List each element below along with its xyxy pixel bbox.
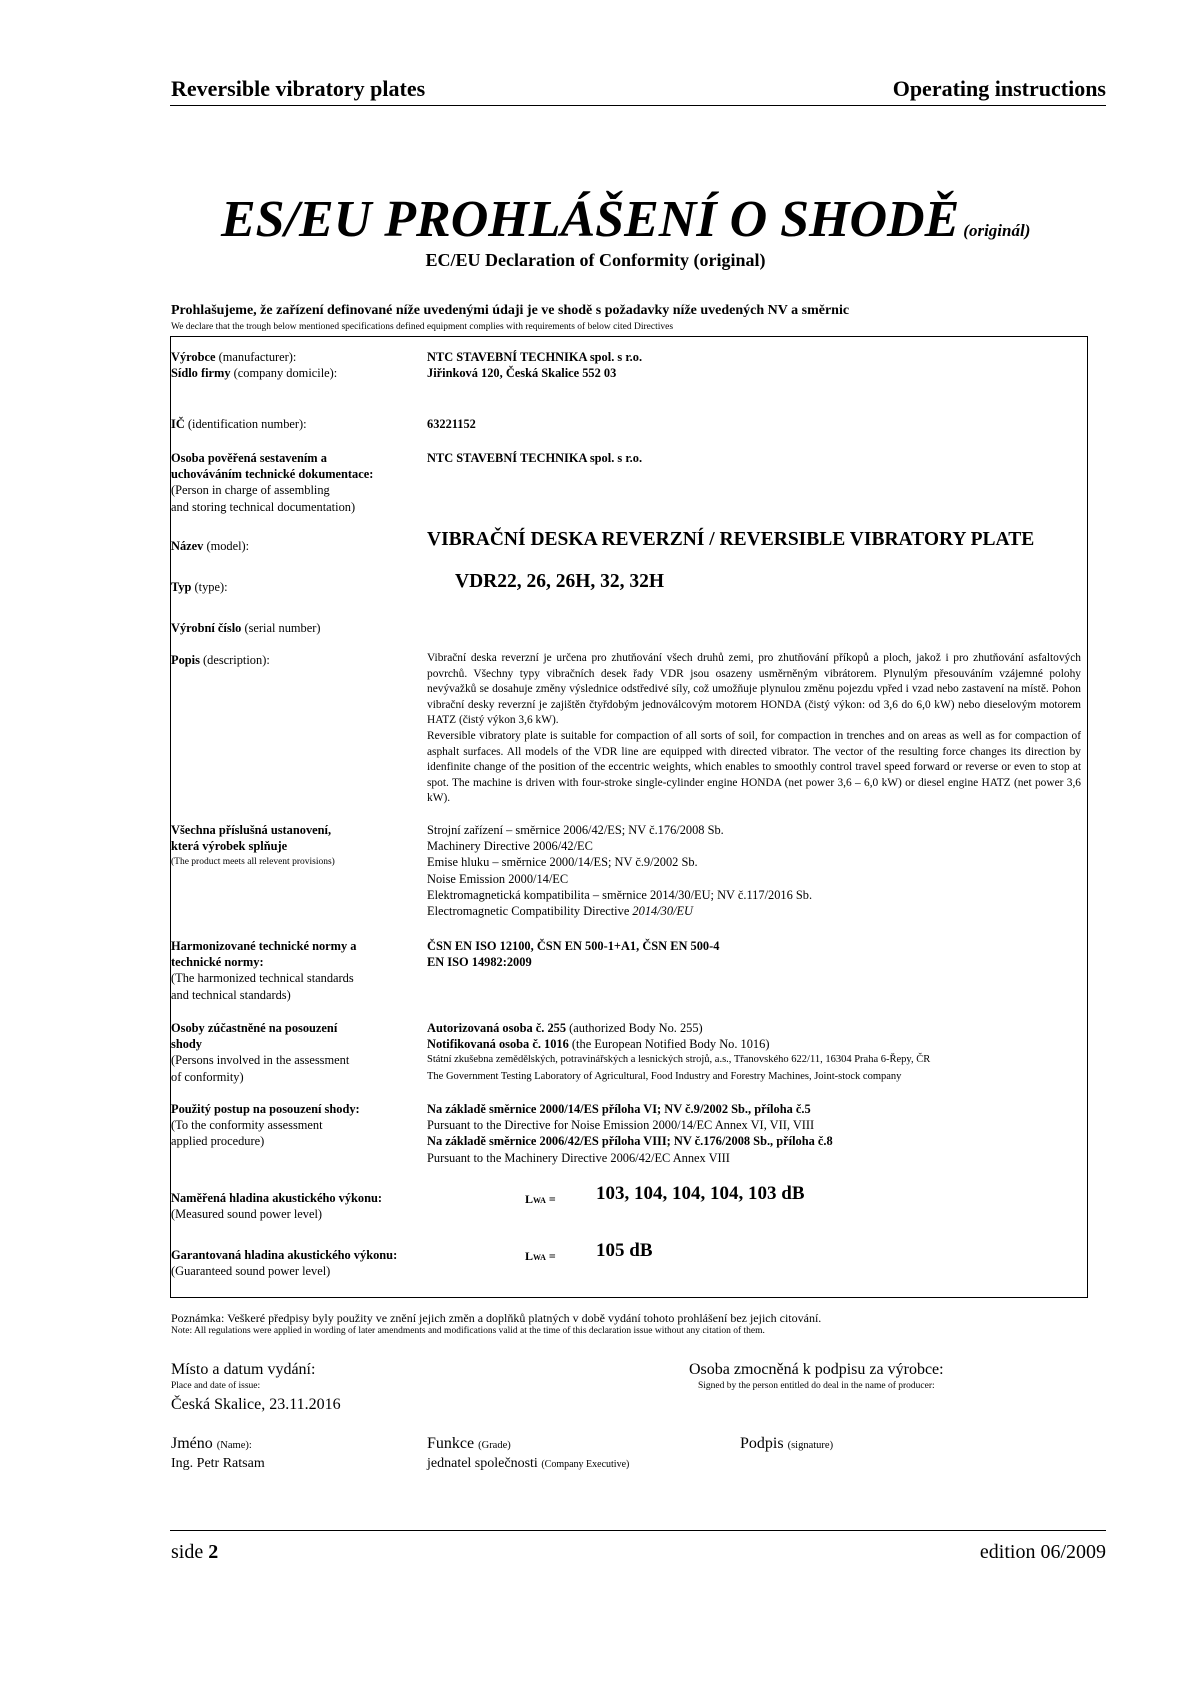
standards-label-line2: technické normy:	[171, 955, 264, 970]
provisions-value	[427, 822, 1081, 919]
bodies-line2	[427, 1036, 1081, 1052]
provisions-line1: Strojní zařízení – směrnice 2006/42/ES; NV č.176/2008 Sb.	[427, 823, 724, 837]
procedure-line4: Pursuant to the Machinery Directive 2006/42/EC Annex VIII	[427, 1150, 730, 1165]
domicile-value: Jiřinková 120, Česká Skalice 552 03	[427, 366, 617, 380]
guaranteed-symbol-sub: WA	[533, 1253, 546, 1262]
type-label-cz: Typ	[171, 580, 192, 594]
bodies-label	[171, 1020, 421, 1085]
bodies-value	[427, 1020, 1081, 1085]
bodies-line4: The Government Testing Laboratory of Agricultural, Food Industry and Forestry Machines, Joint-stock company	[427, 1070, 902, 1082]
serial-label	[171, 620, 421, 636]
title-subtitle: EC/EU Declaration of Conformity (original)	[425, 250, 766, 270]
manufacturer-label-en: (manufacturer):	[215, 350, 297, 364]
procedure-line3: Na základě směrnice 2006/42/ES příloha VIII; NV č.176/2008 Sb., příloha č.8	[427, 1134, 833, 1149]
footer-side-number: 2	[208, 1541, 219, 1563]
model-label-cz: Název	[171, 539, 204, 553]
declaration-title	[221, 190, 1030, 249]
domicile-label-en: (company domicile):	[230, 366, 338, 380]
bodies-label-line2: shody	[171, 1037, 202, 1052]
grade-label-en: (Grade)	[478, 1440, 511, 1451]
note-cz: Poznámka: Veškeré předpisy byly použity ve znění jejich změn a doplňků platných v době vydání tohoto prohlášení bez jejich citování.	[171, 1311, 822, 1325]
type-label	[171, 579, 421, 595]
description-cz: Vibrační deska reverzní je určena pro zhutňování všech druhů zemi, pro zhutňování příkopů a ploch, jakož i pro zhutňování asfaltových povrchů. Všechny typy vibračních desek řady VDR jsou osazeny usměrněným vibrátorem. Plynulým přesouváním vzájemné polohy nevývažků se dosahuje změny výslednice odstředivé síly, což umožňuje plynulou změnu pojezdu vpřed i vzad nebo zastavení na místě. Pohon vibrační desky reverzní je zajištěn čtyřdobým jednoválcovým motorem HONDA (čistý výkon: od 3,6 do 6,0 kW) nebo dieselovým motorem HATZ (čistý výkon 3,6 kW).	[427, 652, 1081, 727]
authorized-person-en: Signed by the person entitled do deal in the name of producer:	[698, 1381, 935, 1391]
measured-label	[171, 1190, 421, 1222]
provisions-line6	[427, 903, 1081, 919]
intro-cz: Prohlašujeme, že zařízení definované níže uvedenými údaji je ve shodě s požadavky níže uvedených NV a směrnic	[171, 303, 850, 318]
header-right-title: Operating instructions	[892, 76, 1106, 101]
person-label-line1: Osoba pověřená sestavením a	[171, 451, 327, 465]
manufacturer-label	[171, 349, 421, 365]
signature-label	[740, 1435, 833, 1453]
grade-label-cz: Funkce	[427, 1435, 479, 1452]
guaranteed-symbol-l: L	[525, 1249, 534, 1263]
description-label-en: (description):	[199, 653, 270, 667]
provisions-line6-directive: 2014/30/EU	[632, 904, 693, 919]
grade-value-en: (Company Executive)	[541, 1459, 630, 1470]
guaranteed-value: 105 dB	[596, 1240, 653, 1261]
provisions-label-line3: (The product meets all relevent provisions)	[171, 857, 335, 868]
description-label-cz: Popis	[171, 653, 200, 667]
provisions-line2: Machinery Directive 2006/42/EC	[427, 839, 593, 854]
provisions-label	[171, 822, 421, 871]
authorized-person-cz: Osoba zmocněná k podpisu za výrobce:	[689, 1361, 944, 1378]
description-value	[427, 651, 1081, 807]
bodies-line2-bold: Notifikovaná osoba č. 1016	[427, 1037, 569, 1052]
place-label-cz: Místo a datum vydání:	[171, 1361, 316, 1378]
signature-label-en: (signature)	[787, 1440, 834, 1451]
measured-value: 103, 104, 104, 104, 103 dB	[596, 1183, 805, 1204]
ic-label-cz: IČ	[171, 417, 185, 431]
header-left-title: Reversible vibratory plates	[171, 76, 426, 101]
description-en: Reversible vibratory plate is suitable for compaction of all sorts of soil, for compaction in trenches and on areas as well as for compaction of asphalt surfaces. All models of the VDR line are equipped with directed vibrator. The vector of the resulting force changes its direction by idenfinite change of the position of the eccentric weights, which enables to smoothly control travel speed forward or reverse or even to stop at spot. The machine is driven with four-stroke single-cylinder engine HONDA (net power 3,6 – 6,0 kW) or diesel engine HATZ (net power 3,6 kW).	[427, 729, 1081, 805]
person-label-line3: (Person in charge of assembling	[171, 483, 330, 498]
standards-label-line1: Harmonizované technické normy a	[171, 939, 357, 953]
measured-label-line2: (Measured sound power level)	[171, 1207, 323, 1222]
provisions-label-line2: která výrobek splňuje	[171, 839, 288, 854]
bodies-line1-bold: Autorizovaná osoba č. 255	[427, 1021, 567, 1035]
provisions-line4: Noise Emission 2000/14/EC	[427, 871, 569, 886]
procedure-label	[171, 1101, 421, 1150]
manufacturer-value: NTC STAVEBNÍ TECHNIKA spol. s r.o.	[427, 350, 643, 364]
signature-label-cz: Podpis	[740, 1435, 788, 1452]
procedure-label-line1: Použitý postup na posouzení shody:	[171, 1102, 360, 1116]
provisions-label-line1: Všechna příslušná ustanovení,	[171, 823, 332, 837]
procedure-label-line2: (To the conformity assessment	[171, 1118, 323, 1133]
bodies-line1-en: (authorized Body No. 255)	[566, 1021, 703, 1035]
note-en: Note: All regulations were applied in wording of later amendments and modifications valid at the time of this declaration issue without any citation of them.	[171, 1326, 765, 1336]
bodies-label-line4: of conformity)	[171, 1069, 244, 1084]
bodies-line3: Státní zkušebna zemědělských, potravinářských a lesnických strojů, a.s., Třanovského 622/11, 16304 Praha 6-Řepy, ČR	[427, 1054, 931, 1066]
grade-label	[427, 1435, 511, 1453]
place-label-en: Place and date of issue:	[171, 1381, 261, 1391]
measured-symbol-sub: WA	[533, 1196, 546, 1205]
serial-label-en: (serial number)	[241, 621, 321, 635]
grade-value	[427, 1456, 629, 1472]
bodies-line2-en: (the European Notified Body No. 1016)	[568, 1037, 770, 1052]
standards-label-line3: (The harmonized technical standards	[171, 971, 354, 986]
measured-label-line1: Naměřená hladina akustického výkonu:	[171, 1191, 383, 1205]
intro-en: We declare that the trough below mentioned specifications defined equipment complies with requirements of below cited Directives	[171, 322, 674, 332]
person-label	[171, 450, 421, 515]
title-suffix: (originál)	[963, 221, 1031, 240]
standards-line1: ČSN EN ISO 12100, ČSN EN 500-1+A1, ČSN EN 500-4	[427, 939, 720, 953]
title-main: ES/EU PROHLÁŠENÍ O SHODĚ	[221, 191, 960, 248]
person-value: NTC STAVEBNÍ TECHNIKA spol. s r.o.	[427, 451, 643, 465]
footer-side	[171, 1541, 218, 1564]
domicile-label-cz: Sídlo firmy	[171, 366, 231, 380]
measured-symbol-l: L	[525, 1192, 534, 1206]
provisions-line5: Elektromagnetická kompatibilita – směrnice 2014/30/EU; NV č.117/2016 Sb.	[427, 887, 813, 902]
guaranteed-label	[171, 1247, 421, 1279]
standards-value	[427, 938, 1081, 970]
ic-value: 63221152	[427, 417, 476, 431]
name-label-cz: Jméno	[171, 1435, 217, 1452]
guaranteed-symbol-eq: =	[545, 1249, 556, 1263]
model-label-en: (model):	[203, 539, 250, 553]
grade-value-cz: jednatel společnosti	[427, 1456, 542, 1471]
measured-symbol	[525, 1192, 556, 1207]
provisions-line6-text: Electromagnetic Compatibility Directive	[427, 904, 633, 919]
serial-label-cz: Výrobní číslo	[171, 621, 242, 635]
model-label	[171, 538, 421, 554]
procedure-line1: Na základě směrnice 2000/14/ES příloha VI; NV č.9/2002 Sb., příloha č.5	[427, 1102, 811, 1116]
ic-label-en: (identification number):	[184, 417, 307, 431]
bodies-line1	[427, 1020, 1081, 1036]
footer-side-label: side	[171, 1541, 209, 1563]
person-label-line2: uchováváním technické dokumentace:	[171, 467, 374, 482]
model-value: VIBRAČNÍ DESKA REVERZNÍ / REVERSIBLE VIBRATORY PLATE	[427, 529, 1035, 550]
provisions-line3: Emise hluku – směrnice 2000/14/ES; NV č.9/2002 Sb.	[427, 855, 698, 870]
domicile-label	[171, 365, 421, 381]
manufacturer-label-cz: Výrobce	[171, 350, 216, 364]
procedure-line2: Pursuant to the Directive for Noise Emission 2000/14/EC Annex VI, VII, VIII	[427, 1118, 815, 1133]
description-label	[171, 652, 421, 668]
person-label-line4: and storing technical documentation)	[171, 499, 356, 514]
bodies-label-line3: (Persons involved in the assessment	[171, 1053, 350, 1068]
guaranteed-label-line1: Garantovaná hladina akustického výkonu:	[171, 1248, 398, 1262]
procedure-value	[427, 1101, 1081, 1166]
footer-edition: edition 06/2009	[979, 1541, 1106, 1563]
name-value: Ing. Petr Ratsam	[171, 1456, 265, 1471]
header-rule	[170, 105, 1106, 106]
type-label-en: (type):	[191, 580, 228, 594]
ic-label	[171, 416, 421, 432]
procedure-label-line3: applied procedure)	[171, 1134, 265, 1149]
standards-label	[171, 938, 421, 1003]
bodies-label-line1: Osoby zúčastněné na posouzení	[171, 1021, 338, 1035]
type-value: VDR22, 26, 26H, 32, 32H	[455, 571, 665, 592]
place-value: Česká Skalice, 23.11.2016	[171, 1396, 341, 1413]
standards-line2: EN ISO 14982:2009	[427, 955, 532, 970]
guaranteed-label-line2: (Guaranteed sound power level)	[171, 1264, 331, 1279]
name-label	[171, 1435, 252, 1453]
measured-symbol-eq: =	[545, 1192, 556, 1206]
footer-rule	[170, 1530, 1106, 1531]
standards-label-line4: and technical standards)	[171, 987, 291, 1002]
guaranteed-symbol	[525, 1249, 556, 1264]
name-label-en: (Name):	[216, 1440, 252, 1451]
